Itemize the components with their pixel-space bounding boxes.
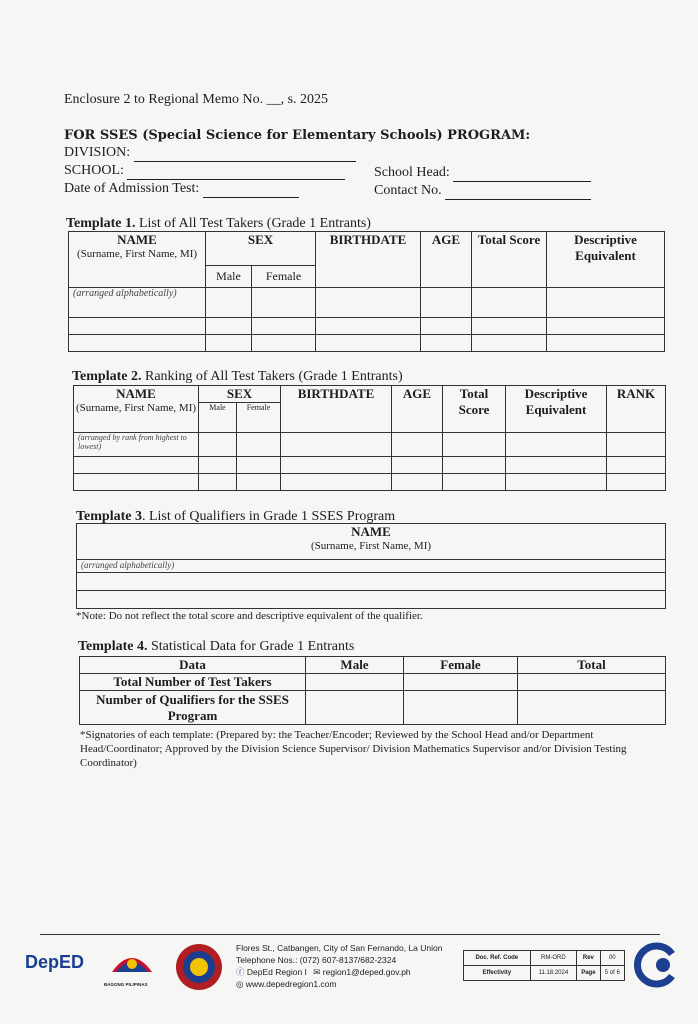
doc-ref-label: Doc. Ref. Code bbox=[464, 951, 531, 966]
table-row bbox=[80, 674, 666, 691]
school-head-input-line bbox=[453, 165, 591, 182]
footer-email: region1@deped.gov.ph bbox=[322, 967, 411, 977]
template4-title-text: Statistical Data for Grade 1 Entrants bbox=[147, 639, 355, 654]
email-icon: ✉ bbox=[313, 967, 321, 977]
t3-name-sub: (Surname, First Name, MI) bbox=[310, 540, 432, 552]
template3-label: Template 3 bbox=[76, 509, 142, 524]
template4-table bbox=[79, 656, 666, 725]
template1-label: Template 1. bbox=[66, 216, 136, 231]
t2-header-rank: RANK bbox=[607, 386, 666, 433]
table-row bbox=[77, 591, 666, 609]
t2-header-name bbox=[74, 386, 199, 433]
t3-name-label: NAME bbox=[351, 524, 391, 539]
t1-header-birthdate: BIRTHDATE bbox=[316, 232, 421, 288]
template1-table bbox=[68, 231, 665, 352]
enclosure-reference: Enclosure 2 to Regional Memo No. __, s. 2025 bbox=[64, 92, 329, 107]
t1-header-sex: SEX bbox=[206, 232, 316, 266]
table-row bbox=[74, 433, 666, 457]
deped-region-seal bbox=[175, 943, 223, 991]
globe-icon: ◎ bbox=[236, 979, 244, 989]
t2-header-age: AGE bbox=[392, 386, 443, 433]
doc-control-table bbox=[463, 950, 625, 981]
template2-title-text: Ranking of All Test Takers (Grade 1 Entrants) bbox=[141, 369, 403, 384]
footer-social bbox=[236, 966, 442, 978]
contact-no-input-line bbox=[445, 183, 591, 200]
bagong-pilipinas-logo bbox=[108, 942, 156, 980]
footer-website: www.depedregion1.com bbox=[245, 979, 337, 989]
table-row bbox=[74, 474, 666, 491]
effectivity-label: Effectivity bbox=[464, 966, 531, 981]
t3-header-name bbox=[77, 524, 666, 560]
t2-header-total-score: Total Score bbox=[443, 386, 506, 433]
template1-title-text: List of All Test Takers (Grade 1 Entrants) bbox=[135, 216, 371, 231]
template4-label: Template 4. bbox=[78, 639, 148, 654]
deped-logo-text: DepED bbox=[25, 952, 85, 972]
t1-header-name bbox=[69, 232, 206, 288]
table-row bbox=[80, 691, 666, 725]
rev-value: 00 bbox=[600, 951, 624, 966]
contact-no-field bbox=[374, 183, 591, 200]
footer-address: Flores St., Catbangen, City of San Fernando, La Union bbox=[236, 943, 443, 953]
t4-header-total: Total bbox=[518, 657, 666, 674]
t1-header-female: Female bbox=[252, 266, 316, 288]
t2-header-sex: SEX bbox=[199, 386, 281, 403]
division-field bbox=[64, 145, 356, 162]
template4-title bbox=[78, 639, 354, 655]
footer-web bbox=[236, 978, 442, 990]
t1-header-age: AGE bbox=[421, 232, 472, 288]
effectivity-value: 11.18.2024 bbox=[530, 966, 577, 981]
footer-facebook: DepEd Region I bbox=[246, 967, 307, 977]
t2-name-sub: (Surname, First Name, MI) bbox=[75, 402, 197, 414]
template2-table bbox=[73, 385, 666, 491]
table-row bbox=[69, 318, 665, 335]
admission-date-input-line bbox=[203, 181, 299, 198]
t1-name-label: NAME bbox=[117, 232, 157, 247]
school-head-label: School Head: bbox=[374, 165, 450, 180]
t2-header-birthdate: BIRTHDATE bbox=[281, 386, 392, 433]
template4-footnote: *Signatories of each template: (Prepared by: the Teacher/Encoder; Reviewed by the School Head and/or Department Head/Coordinator; Approved by the Division Science Supervisor/ Division Mathematics Supervisor and/or Division Testing Coordinator) bbox=[80, 729, 627, 769]
t2-header-female: Female bbox=[237, 403, 281, 433]
bagong-pilipinas-text: BAGONG PILIPINAS bbox=[104, 982, 148, 987]
template2-label: Template 2. bbox=[72, 369, 142, 384]
footer-contact-block bbox=[236, 942, 442, 990]
t4-row-test-takers: Total Number of Test Takers bbox=[80, 674, 306, 691]
contact-no-label: Contact No. bbox=[374, 183, 442, 198]
t4-header-male: Male bbox=[306, 657, 404, 674]
t1-header-male: Male bbox=[206, 266, 252, 288]
t2-header-descriptive: Descriptive Equivalent bbox=[506, 386, 607, 433]
rev-label: Rev bbox=[577, 951, 600, 966]
division-label: DIVISION: bbox=[64, 145, 131, 160]
template2-title bbox=[72, 369, 403, 385]
school-field bbox=[64, 163, 345, 180]
school-input-line bbox=[127, 163, 345, 180]
t3-note-cell: (arranged alphabetically) bbox=[77, 560, 666, 573]
deped-logo bbox=[25, 952, 84, 973]
table-row bbox=[69, 288, 665, 318]
template3-table bbox=[76, 523, 666, 609]
t1-name-sub: (Surname, First Name, MI) bbox=[76, 248, 198, 260]
footer-divider bbox=[40, 934, 660, 935]
t2-name-label: NAME bbox=[116, 386, 156, 401]
doc-ref-value: RM-ORD bbox=[530, 951, 577, 966]
table-row bbox=[77, 560, 666, 573]
program-title: FOR SSES (Special Science for Elementary Schools) PROGRAM: bbox=[64, 128, 531, 143]
admission-date-field bbox=[64, 181, 299, 198]
admission-date-label: Date of Admission Test: bbox=[64, 181, 200, 196]
t4-header-data: Data bbox=[80, 657, 306, 674]
table-row bbox=[74, 457, 666, 474]
school-label: SCHOOL: bbox=[64, 163, 124, 178]
facebook-icon: ⓕ bbox=[236, 967, 245, 977]
school-head-field bbox=[374, 165, 591, 182]
division-input-line bbox=[134, 145, 356, 162]
template1-title bbox=[66, 216, 371, 232]
t1-header-total-score: Total Score bbox=[472, 232, 547, 288]
footer-telephone: Telephone Nos.: (072) 607-8137/682-2324 bbox=[236, 955, 397, 965]
table-row bbox=[77, 573, 666, 591]
t4-row-qualifiers: Number of Qualifiers for the SSES Program bbox=[80, 691, 306, 725]
t2-note-cell: (arranged by rank from highest to lowest) bbox=[74, 433, 199, 457]
iso-certification-logo bbox=[632, 942, 678, 988]
t2-header-male: Male bbox=[199, 403, 237, 433]
template3-title-text: . List of Qualifiers in Grade 1 SSES Program bbox=[141, 509, 396, 524]
page-value: 5 of 6 bbox=[600, 966, 624, 981]
t1-note-cell: (arranged alphabetically) bbox=[69, 288, 206, 318]
template3-footnote: *Note: Do not reflect the total score and descriptive equivalent of the qualifier. bbox=[76, 610, 423, 622]
page-label: Page bbox=[577, 966, 600, 981]
t4-header-female: Female bbox=[404, 657, 518, 674]
t1-header-descriptive: Descriptive Equivalent bbox=[547, 232, 665, 288]
table-row bbox=[69, 335, 665, 352]
